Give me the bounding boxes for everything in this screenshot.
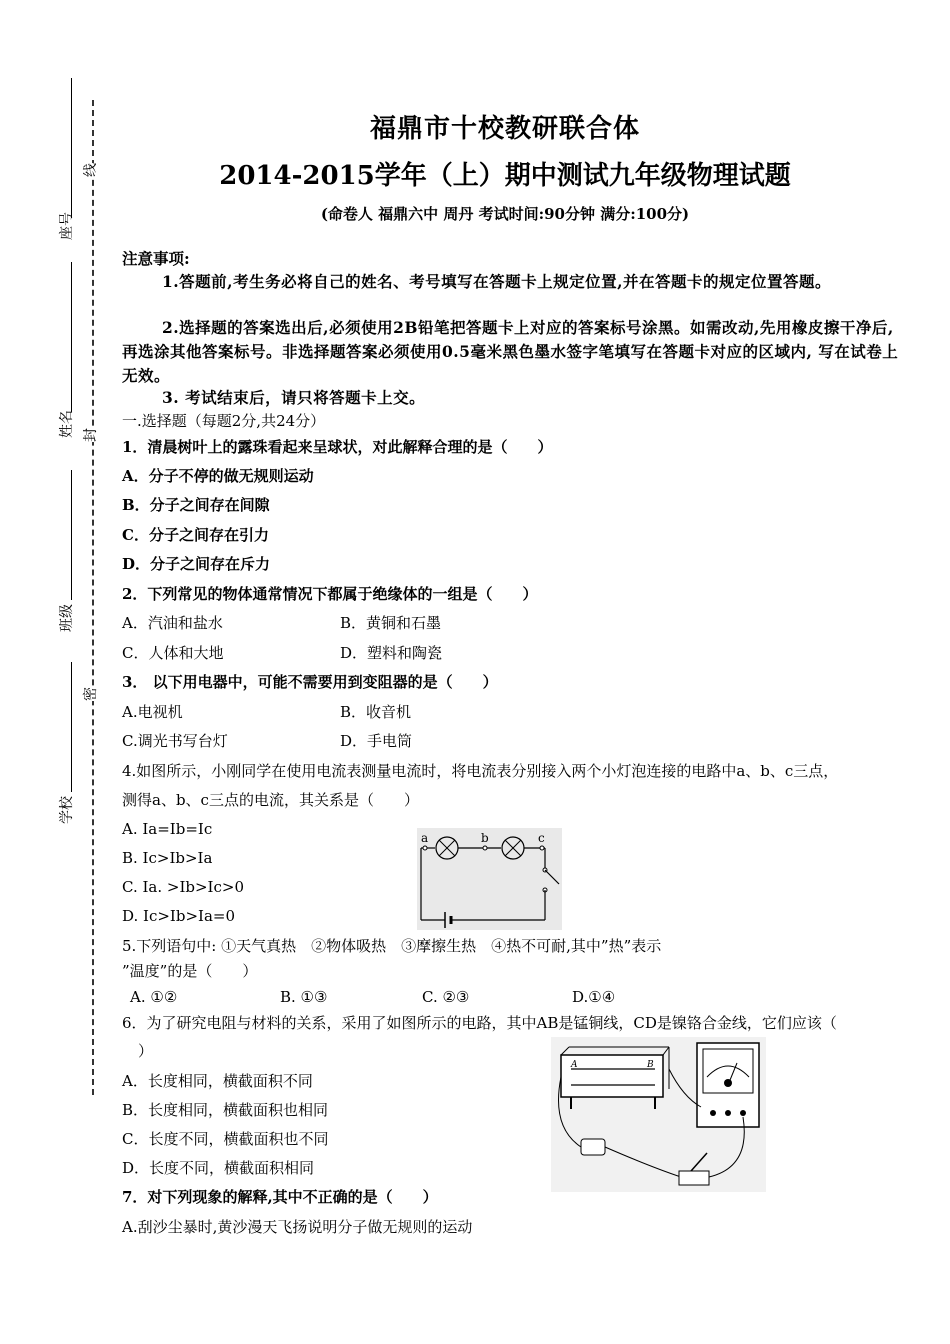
seat-label: 座号: [59, 212, 75, 240]
notice-title: 注意事项:: [122, 249, 190, 268]
q4-stem-line1: 4.如图所示，小刚同学在使用电流表测量电流时，将电流表分别接入两个小灯泡连接的电路中a、b、c三点，: [122, 762, 839, 780]
q6-apparatus-drawing: [551, 1037, 766, 1192]
name-label: 姓名: [59, 410, 75, 438]
q2-option-b: B．黄铜和石墨: [340, 614, 442, 632]
binding-line-top: [71, 78, 72, 218]
q6-option-b: B．长度相同，横截面积也相同: [122, 1101, 329, 1119]
q5-option-a: A. ①②: [130, 988, 178, 1006]
seal-mark-feng: 封: [80, 428, 100, 442]
q2-stem: 2．下列常见的物体通常情况下都属于绝缘体的一组是（ ）: [122, 585, 538, 603]
q4-option-b: B. Ic>Ib>Ia: [122, 849, 213, 867]
seal-dashed-line: [92, 100, 94, 1095]
notice-item-1: 1.答题前,考生务必将自己的姓名、考号填写在答题卡上规定位置,并在答题卡的规定位置答题。: [162, 272, 831, 291]
section-choice-heading: 一.选择题（每题2分,共24分）: [122, 412, 326, 430]
q5-option-d: D.①④: [572, 988, 616, 1006]
binding-line-seat: [71, 262, 72, 412]
q5-stem-line2: ”温度”的是（ ）: [122, 962, 258, 980]
q4-stem-line2: 测得a、b、c三点的电流，其关系是（ ）: [122, 791, 419, 809]
q6-option-c: C．长度不同，横截面积也不同: [122, 1130, 329, 1148]
q1-option-c: C．分子之间存在引力: [122, 526, 269, 544]
q4-circuit-diagram: [417, 828, 562, 930]
q6-option-a: A．长度相同，横截面积不同: [122, 1072, 313, 1090]
q2-option-c: C．人体和大地: [122, 644, 224, 662]
q3-option-b: B．收音机: [340, 703, 412, 721]
q6-option-d: D．长度不同，横截面积相同: [122, 1159, 315, 1177]
q4-label-c: c: [538, 831, 545, 845]
q3-option-a: A.电视机: [122, 703, 183, 721]
exam-info: (命卷人 福鼎六中 周丹 考试时间:90分钟 满分:100分): [320, 205, 690, 223]
q4-circuit-figure: [417, 828, 562, 930]
q4-option-a: A. Ia=Ib=Ic: [122, 820, 213, 838]
notice-item-3: 3. 考试结束后，请只将答题卡上交。: [162, 388, 426, 407]
q3-stem: 3． 以下用电器中，可能不需要用到变阻器的是（ ）: [122, 673, 498, 691]
q5-stem-line1: 5.下列语句中: ①天气真热 ②物体吸热 ③摩擦生热 ④热不可耐,其中”热”表示: [122, 937, 662, 955]
class-label: 班级: [59, 604, 75, 632]
battery-icon: [581, 1139, 605, 1155]
q4-option-d: D. Ic>Ib>Ia=0: [122, 907, 235, 925]
seal-mark-xian: 线: [80, 163, 100, 177]
q1-option-d: D．分子之间存在斥力: [122, 555, 271, 573]
switch-icon: [545, 870, 559, 884]
switch-icon: [679, 1171, 709, 1185]
q1-option-a: A．分子不停的做无规则运动: [122, 467, 314, 485]
notice-item-2: 2.选择题的答案选出后,必须使用2B铅笔把答题卡上对应的答案标号涂黑。如需改动,先用橡皮擦干净后,再选涂其他答案标号。非选择题答案必须使用0.5毫米黑色墨水签字笔填写在答题卡对应的区域内, 写在试卷上无效。: [122, 318, 899, 385]
q5-option-b: B. ①③: [280, 988, 328, 1006]
q1-option-b: B．分子之间存在间隙: [122, 496, 270, 514]
q4-label-b: b: [481, 831, 489, 845]
q6-stem-line1: 6．为了研究电阻与材料的关系，采用了如图所示的电路，其中AB是锰铜线，CD是镍铬合金线，它们应该（: [122, 1014, 837, 1032]
q6-label-a: A: [571, 1060, 578, 1070]
q4-label-a: a: [421, 831, 429, 845]
q3-option-c: C.调光书写台灯: [122, 732, 228, 750]
binding-line-name: [71, 470, 72, 600]
q6-stem-line2: ）: [138, 1042, 154, 1060]
binding-line-class: [71, 662, 72, 792]
q6-apparatus-figure: [551, 1037, 766, 1192]
q5-option-c: C. ②③: [422, 988, 470, 1006]
school-label: 学校: [59, 796, 75, 824]
q6-label-b: B: [647, 1060, 654, 1070]
q4-option-c: C. Ia. >Ib>Ic>0: [122, 878, 244, 896]
q2-option-d: D．塑料和陶瓷: [340, 644, 443, 662]
q7-option-a: A.刮沙尘暴时,黄沙漫天飞扬说明分子做无规则的运动: [122, 1218, 473, 1236]
seal-mark-mi: 密: [80, 687, 100, 701]
exam-title: 2014-2015学年（上）期中测试九年级物理试题: [219, 161, 791, 191]
q7-stem: 7．对下列现象的解释,其中不正确的是（ ）: [122, 1188, 438, 1206]
q1-stem: 1．清晨树叶上的露珠看起来呈球状，对此解释合理的是（ ）: [122, 438, 553, 456]
q2-option-a: A．汽油和盐水: [122, 614, 223, 632]
exam-org-title: 福鼎市十校教研联合体: [369, 114, 640, 144]
q3-option-d: D．手电筒: [340, 732, 413, 750]
